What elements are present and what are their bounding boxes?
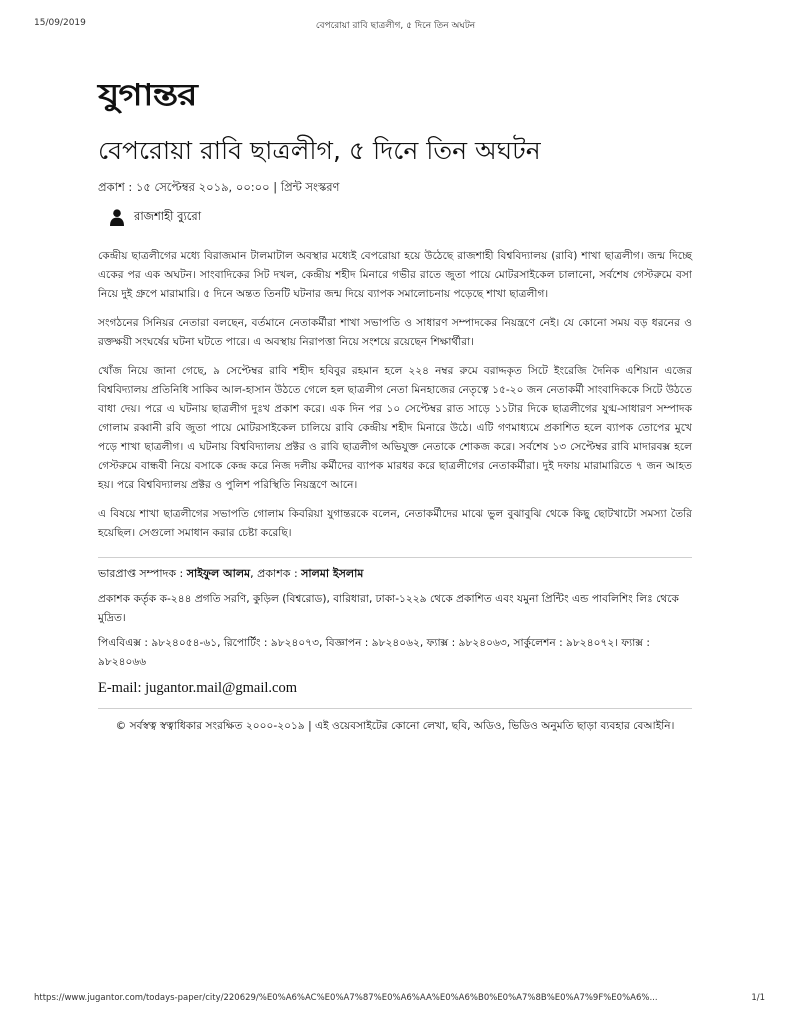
print-footer: [0, 993, 791, 1007]
editor-publisher-line: [98, 564, 692, 584]
copyright-divider: [98, 708, 692, 709]
contact-phones: পিএবিএক্স : ৯৮২৪০৫৪-৬১, রিপোর্টিং : ৯৮২৪০৭৩, বিজ্ঞাপন : ৯৮২৪০৬২, ফ্যাক্স : ৯৮২৪০৬৩, সার্কুলেশন : ৯৮২৪০৭২। ফ্যাক্স : ৯৮২৪০৬৬: [98, 637, 650, 668]
footer-divider: [98, 557, 692, 558]
article-paragraph: কেন্দ্রীয় ছাত্রলীগের মধ্যে বিরাজমান টালমাটাল অবস্থার মধ্যেই বেপরোয়া হয়ে উঠেছে রাজশাহী বিশ্ববিদ্যালয় (রাবি) শাখা ছাত্রলীগ। জন্ম দিচ্ছে একের পর এক অঘটন। সাংবাদিকের সিট দখল, কেন্দ্রীয় শহীদ মিনারে গভীর রাতে জুতা পায়ে মোটরসাইকেল চালানো, সর্বশেষ গেস্টরুমে বসা নিয়ে দুই গ্রুপে মারামারি। ৫ দিনে অন্তত তিনটি ঘটনার জন্ম দিয়ে ব্যাপক সমালোচনায় পড়েছে শাখা ছাত্রলীগ।: [98, 250, 692, 300]
article-body: [98, 247, 692, 543]
page-content: [98, 78, 692, 736]
publish-info: প্রকাশ : ১৫ সেপ্টেম্বর ২০১৯, ০০:০০ | প্রিন্ট সংস্করণ: [98, 180, 340, 194]
editor-label: ভারপ্রাপ্ত সম্পাদক :: [98, 567, 187, 580]
publisher-name: সালমা ইসলাম: [301, 567, 364, 580]
jugantor-logo[interactable]: [98, 78, 280, 114]
article-paragraph: সংগঠনের সিনিয়র নেতারা বলছেন, বর্তমানে নেতাকর্মীরা শাখা সভাপতি ও সাধারণ সম্পাদকের নিয়ন্ত্রণে নেই। যে কোনো সময় বড় ধরনের ও রক্তক্ষয়ী সংঘর্ষের ঘটনা ঘটতে পারে। এ অবস্থায় নিরাপত্তা নিয়ে সংশয়ে রয়েছেন শিক্ষার্থীরা।: [98, 317, 692, 348]
editor-name: সাইফুল আলম: [186, 567, 251, 580]
page-url[interactable]: https://www.jugantor.com/todays-paper/city/220629/%E0%A6%AC%E0%A7%87%E0%A6%AA%E0%A6%B0%E0%A7%8B%E0%A7%9F%E0%A6%...: [34, 993, 658, 1003]
print-page-title: বেপরোয়া রাবি ছাত্রলীগ, ৫ দিনে তিন অঘটন: [315, 21, 476, 31]
article-headline: বেপরোয়া রাবি ছাত্রলীগ, ৫ দিনে তিন অঘটন: [98, 136, 541, 165]
author-line: [98, 208, 692, 227]
article-paragraph: এ বিষয়ে শাখা ছাত্রলীগের সভাপতি গোলাম কিবরিয়া যুগান্তরকে বলেন, নেতাকর্মীদের মাঝে ভুল বুঝাবুঝি থেকে কিছু ছোটখাটো সমস্যা তৈরি হয়েছিল। সেগুলো সমাধান করার চেষ্টা করেছি।: [98, 508, 692, 539]
page-number: 1/1: [751, 993, 765, 1003]
print-header: [0, 18, 791, 32]
print-date: 15/09/2019: [34, 18, 86, 28]
author-name: রাজশাহী ব্যুরো: [134, 209, 202, 223]
publisher-address: প্রকাশক কর্তৃক ক-২৪৪ প্রগতি সরণি, কুড়িল (বিশ্বরোড), বারিধারা, ঢাকা-১২২৯ থেকে প্রকাশিত এবং যমুনা প্রিন্টিং এন্ড পাবলিশিং লিঃ থেকে মুদ্রিত।: [98, 593, 679, 624]
logo-text: যুগান্তর: [98, 78, 197, 113]
copyright-notice: © সর্বস্বত্ব স্বত্বাধিকার সংরক্ষিত ২০০০-২০১৯ | এই ওয়েবসাইটের কোনো লেখা, ছবি, অডিও, ভিডিও অনুমতি ছাড়া ব্যবহার বেআইনি।: [115, 720, 675, 732]
article-paragraph: খোঁজ নিয়ে জানা গেছে, ৯ সেপ্টেম্বর রাবি শহীদ হবিবুর রহমান হলে ২২৪ নম্বর রুমে বরাদ্দকৃত সিটে ইংরেজি দৈনিক এশিয়ান এজের বিশ্ববিদ্যালয় প্রতিনিধি সাকিব আল-হাসান উঠতে গেলে হল ছাত্রলীগ নেতা মিনহাজের নেতৃত্বে ১৫-২০ জন নেতাকর্মী সাংবাদিককে সিটে উঠতে বাধা দেয়। পরে এ ঘটনায় ছাত্রলীগ দুঃখ প্রকাশ করে। এক দিন পর ১০ সেপ্টেম্বর রাত সাড়ে ১১টার দিকে ছাত্রলীগের যুগ্ম-সাধারণ সম্পাদক গোলাম রব্বানী রবি জুতা পায়ে মোটরসাইকেল চালিয়ে রাবি কেন্দ্রীয় শহীদ মিনারে উঠে। এটি গণমাধ্যমে প্রকাশিত হলে ব্যাপক তোপের মুখে পড়ে শাখা ছাত্রলীগ। এ ঘটনায় বিশ্ববিদ্যালয় প্রক্টর ও রাবি ছাত্রলীগ অভিযুক্ত নেতাকে শোকজ করে। সর্বশেষ ১৩ সেপ্টেম্বর রাবি মাদারবক্স হলে গেস্টরুমে বান্ধবী নিয়ে বসাকে কেন্দ্র করে নিজ দলীয় কর্মীদের ব্যাপক মারধর করে ছাত্রলীগের নেতাকর্মীরা। দুই দফায় মারামারিতে ৭ জন আহত হয়। পরে বিশ্ববিদ্যালয় প্রক্টর ও পুলিশ পরিস্থিতি নিয়ন্ত্রণে আনে।: [98, 365, 692, 491]
contact-email[interactable]: E-mail: jugantor.mail@gmail.com: [98, 680, 297, 696]
user-icon: [110, 209, 124, 226]
publisher-label: , প্রকাশক :: [250, 567, 302, 580]
